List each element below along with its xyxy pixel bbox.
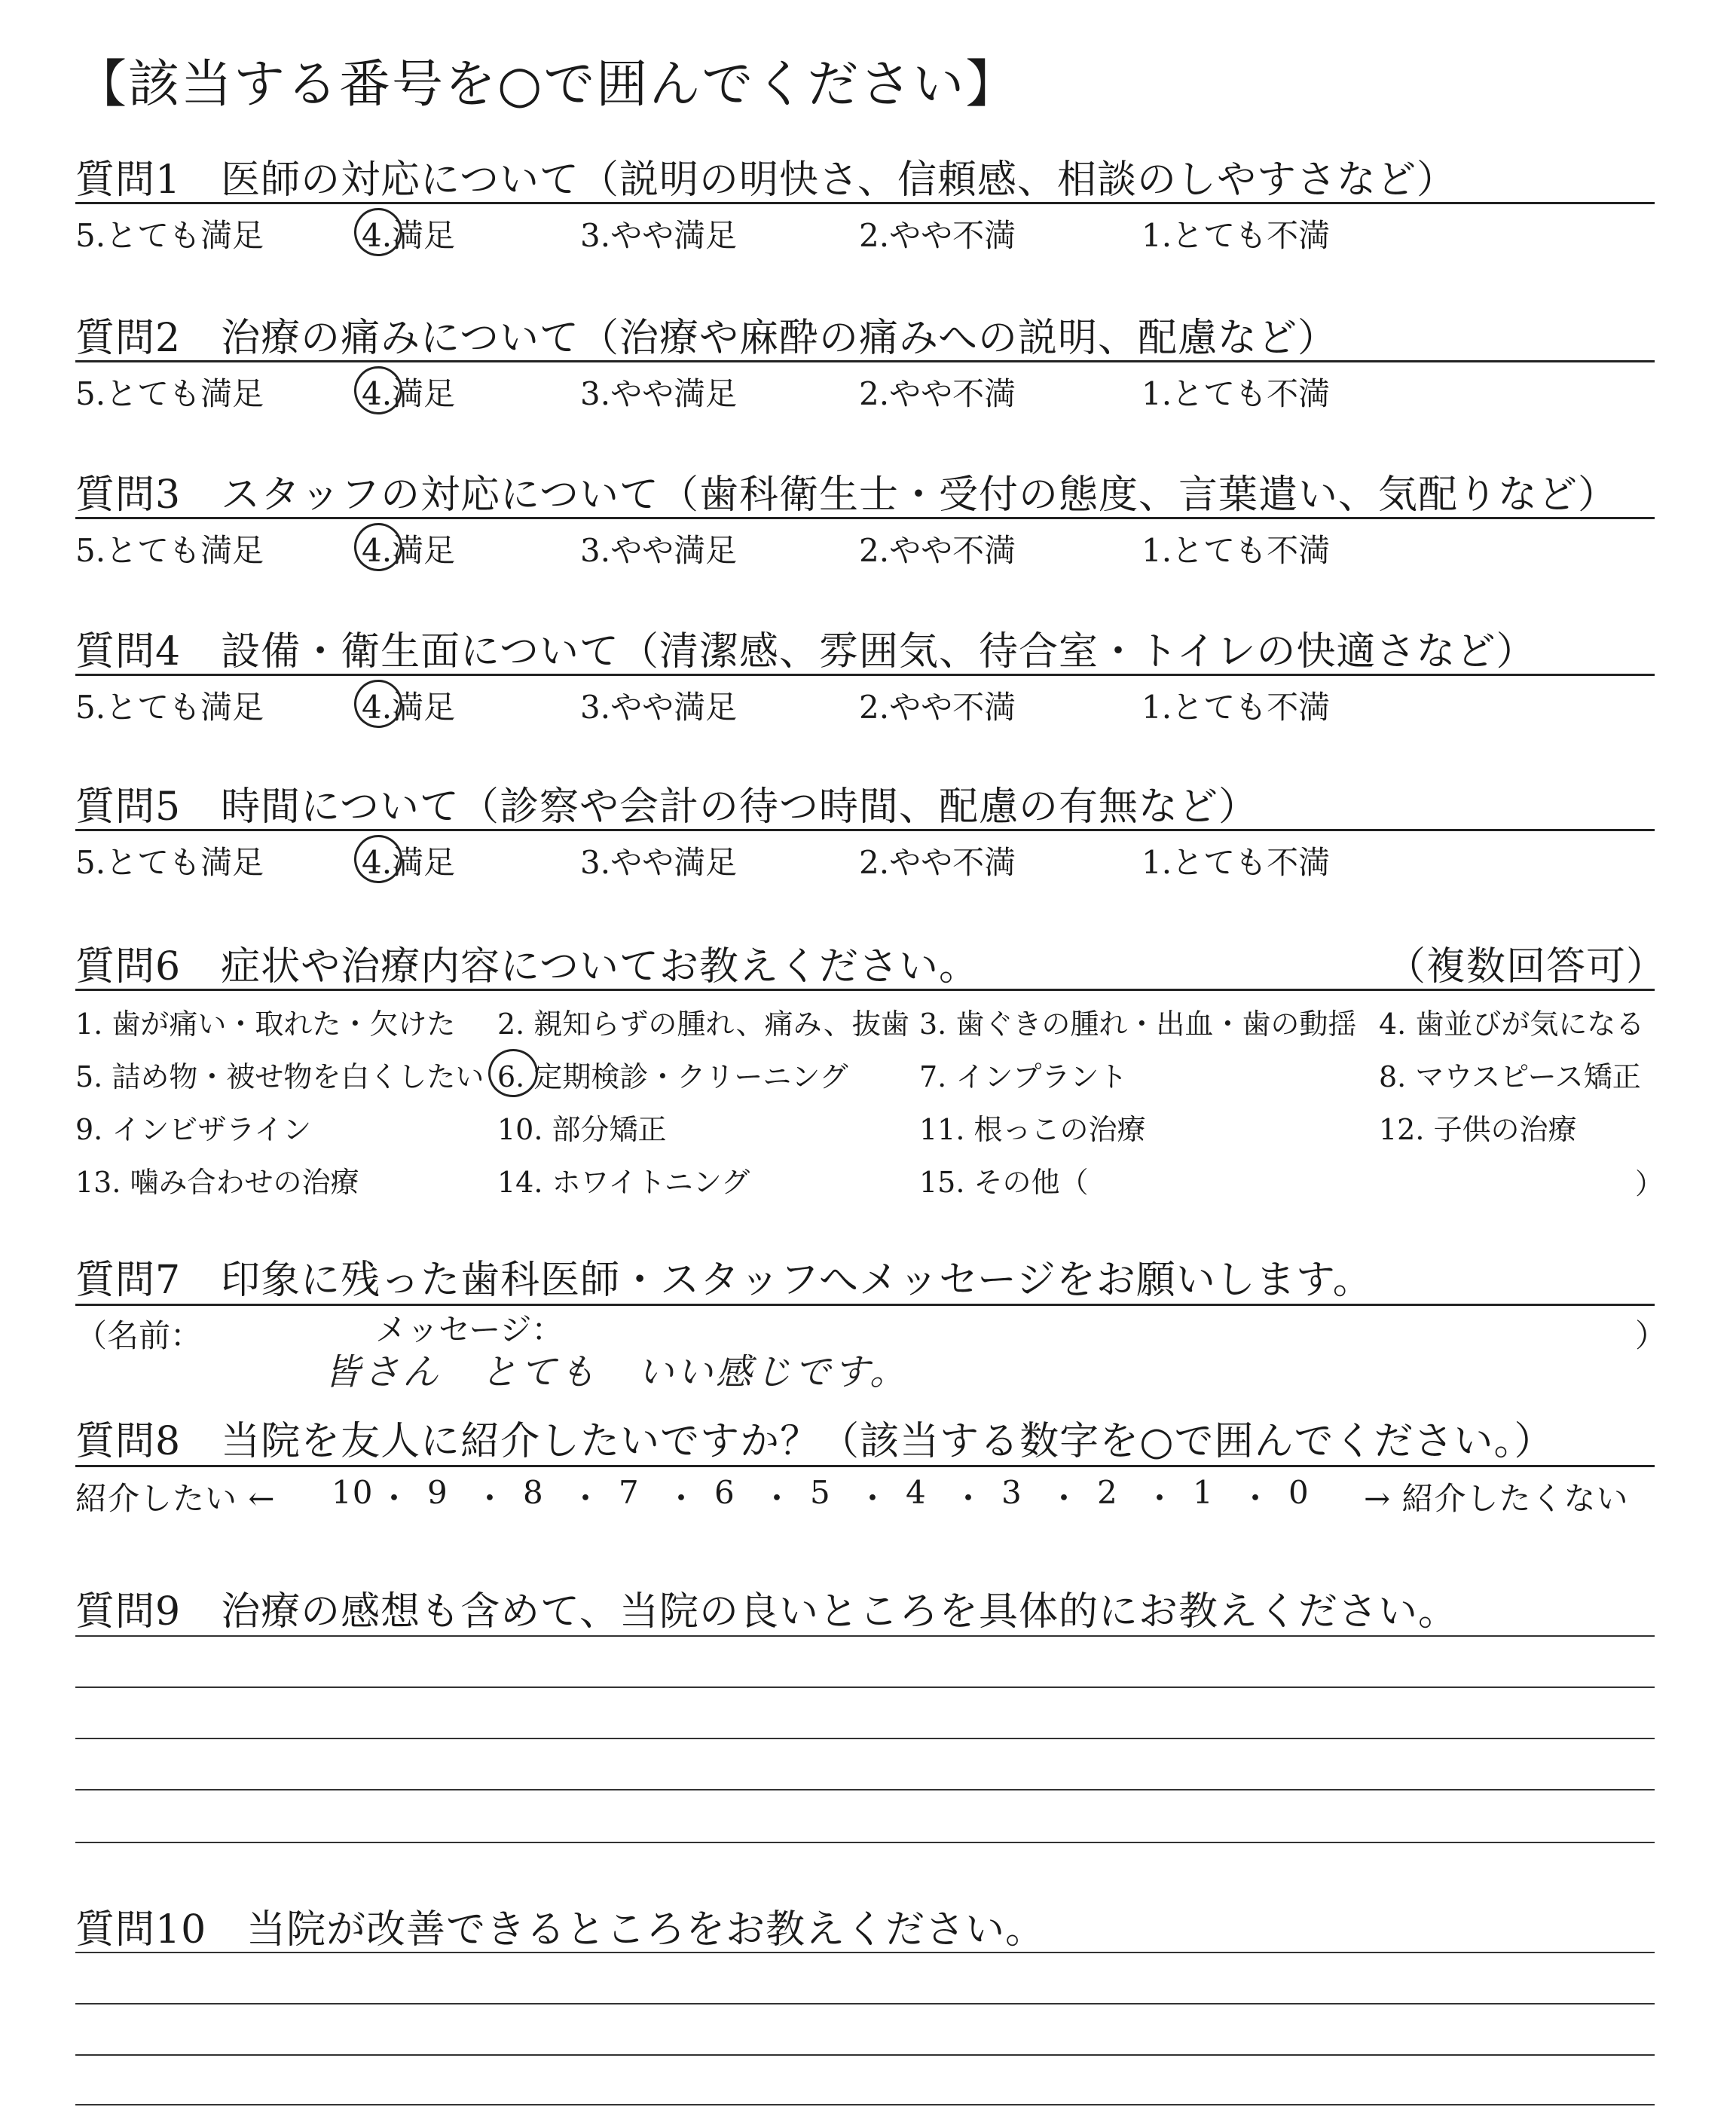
q5-option-1[interactable]: 1.とても不満 xyxy=(1142,844,1331,881)
q6-option-14[interactable]: 14. ホワイトニング xyxy=(497,1166,750,1199)
q10-writing-line[interactable] xyxy=(75,2104,1655,2105)
q4-option-1[interactable]: 1.とても不満 xyxy=(1142,689,1331,726)
page-title: 【該当する番号を○で囲んでください】 xyxy=(75,55,1019,115)
q6-option-15[interactable]: 15. その他（ xyxy=(919,1166,1089,1199)
q5-option-5[interactable]: 5.とても満足 xyxy=(75,844,264,881)
q10-writing-line[interactable] xyxy=(75,2054,1655,2056)
q2-title: 質問2 治療の痛みについて（治療や麻酔の痛みへの説明、配慮など） xyxy=(75,316,1338,361)
q9-title: 質問9 治療の感想も含めて、当院の良いところを具体的にお教えください。 xyxy=(75,1589,1459,1634)
q7-title: 質問7 印象に残った歯科医師・スタッフへメッセージをお願いします。 xyxy=(75,1258,1373,1303)
q6-option-9[interactable]: 9. インビザライン xyxy=(75,1113,312,1146)
q3-option-3[interactable]: 3.やや満足 xyxy=(580,532,738,569)
q8-left-label: 紹介したい ← xyxy=(75,1480,276,1517)
q8-scale-0[interactable]: 0 xyxy=(1288,1474,1310,1511)
q5-rule xyxy=(75,829,1655,831)
q1-option-4[interactable]: 4.満足 xyxy=(362,217,456,254)
q3-title: 質問3 スタッフの対応について（歯科衛生士・受付の態度、言葉遣い、気配りなど） xyxy=(75,472,1618,518)
q8-scale-1[interactable]: 1 xyxy=(1193,1474,1214,1511)
q4-rule xyxy=(75,674,1655,676)
q1-option-3[interactable]: 3.やや満足 xyxy=(580,217,738,254)
q8-scale-separator: ・ xyxy=(1048,1480,1081,1517)
q7-name-label: （名前： xyxy=(75,1317,203,1354)
q8-scale-separator: ・ xyxy=(761,1480,794,1517)
q9-writing-line[interactable] xyxy=(75,1686,1655,1688)
q8-scale-8[interactable]: 8 xyxy=(523,1474,544,1511)
q4-option-5[interactable]: 5.とても満足 xyxy=(75,689,264,726)
q8-scale-7[interactable]: 7 xyxy=(619,1474,640,1511)
q8-scale-10[interactable]: 10 xyxy=(332,1474,374,1511)
q6-option-5[interactable]: 5. 詰め物・被せ物を白くしたい xyxy=(75,1060,484,1093)
q8-scale-separator: ・ xyxy=(665,1480,698,1517)
q3-option-1[interactable]: 1.とても不満 xyxy=(1142,532,1331,569)
q6-option-1[interactable]: 1. 歯が痛い・取れた・欠けた xyxy=(75,1008,456,1041)
q8-scale-6[interactable]: 6 xyxy=(714,1474,735,1511)
q4-option-2[interactable]: 2.やや不満 xyxy=(859,689,1016,726)
q8-scale-separator: ・ xyxy=(474,1480,507,1517)
q7-close-paren: ） xyxy=(1635,1317,1667,1354)
q6-note: （複数回答可） xyxy=(1386,944,1667,989)
q4-option-3[interactable]: 3.やや満足 xyxy=(580,689,738,726)
q3-rule xyxy=(75,517,1655,519)
q9-writing-line[interactable] xyxy=(75,1635,1655,1637)
q6-option-11[interactable]: 11. 根っこの治療 xyxy=(919,1113,1146,1146)
q8-title: 質問8 当院を友人に紹介したいですか？（該当する数字を○で囲んでください。） xyxy=(75,1419,1554,1464)
q6-option-3[interactable]: 3. 歯ぐきの腫れ・出血・歯の動揺 xyxy=(919,1008,1357,1041)
q6-option-8[interactable]: 8. マウスピース矯正 xyxy=(1379,1060,1641,1093)
q7-handwritten-message: 皆さん とても いい感じです。 xyxy=(324,1351,909,1393)
q5-option-3[interactable]: 3.やや満足 xyxy=(580,844,738,881)
q7-message-label: メッセージ： xyxy=(375,1311,564,1348)
q3-option-4[interactable]: 4.満足 xyxy=(362,532,456,569)
q8-scale-separator: ・ xyxy=(857,1480,890,1517)
q8-scale-5[interactable]: 5 xyxy=(810,1474,831,1511)
q4-option-4[interactable]: 4.満足 xyxy=(362,689,456,726)
q6-option-6[interactable]: 6. 定期検診・クリーニング xyxy=(497,1060,848,1093)
q1-title: 質問1 医師の対応について（説明の明快さ、信頼感、相談のしやすさなど） xyxy=(75,157,1456,203)
q1-option-1[interactable]: 1.とても不満 xyxy=(1142,217,1331,254)
q5-option-2[interactable]: 2.やや不満 xyxy=(859,844,1016,881)
q6-option-13[interactable]: 13. 噛み合わせの治療 xyxy=(75,1166,359,1199)
q8-scale-4[interactable]: 4 xyxy=(906,1474,927,1511)
q1-option-2[interactable]: 2.やや不満 xyxy=(859,217,1016,254)
q6-option-4[interactable]: 4. 歯並びが気になる xyxy=(1379,1008,1645,1041)
q8-right-label: → 紹介したくない xyxy=(1364,1480,1629,1517)
q1-rule xyxy=(75,202,1655,204)
q5-title: 質問5 時間について（診察や会計の待つ時間、配慮の有無など） xyxy=(75,784,1259,830)
q8-scale-9[interactable]: 9 xyxy=(427,1474,448,1511)
q6-rule xyxy=(75,989,1655,991)
q10-writing-line[interactable] xyxy=(75,2003,1655,2004)
q6-other-close: ） xyxy=(1635,1167,1664,1200)
q8-scale-3[interactable]: 3 xyxy=(1001,1474,1022,1511)
q8-scale-2[interactable]: 2 xyxy=(1097,1474,1118,1511)
q1-option-5[interactable]: 5.とても満足 xyxy=(75,217,264,254)
q6-option-7[interactable]: 7. インプラント xyxy=(919,1060,1128,1093)
q8-scale-separator: ・ xyxy=(952,1480,986,1517)
q3-option-5[interactable]: 5.とても満足 xyxy=(75,532,264,569)
q4-title: 質問4 設備・衛生面について（清潔感、雰囲気、待合室・トイレの快適さなど） xyxy=(75,629,1536,674)
q10-title: 質問10 当院が改善できるところをお教えください。 xyxy=(75,1907,1046,1953)
q8-scale-separator: ・ xyxy=(1144,1480,1177,1517)
q2-option-1[interactable]: 1.とても不満 xyxy=(1142,375,1331,412)
q8-rule xyxy=(75,1465,1655,1467)
q6-option-10[interactable]: 10. 部分矯正 xyxy=(497,1113,667,1146)
q6-option-12[interactable]: 12. 子供の治療 xyxy=(1379,1113,1577,1146)
q7-rule xyxy=(75,1304,1655,1306)
q9-writing-line[interactable] xyxy=(75,1738,1655,1739)
q6-option-2[interactable]: 2. 親知らずの腫れ、痛み、抜歯 xyxy=(497,1008,909,1041)
q2-option-5[interactable]: 5.とても満足 xyxy=(75,375,264,412)
q6-title: 質問6 症状や治療内容についてお教えください。 xyxy=(75,944,980,989)
q2-option-4[interactable]: 4.満足 xyxy=(362,375,456,412)
q8-scale-separator: ・ xyxy=(570,1480,603,1517)
q10-writing-line[interactable] xyxy=(75,1952,1655,1953)
q2-rule xyxy=(75,360,1655,362)
q8-scale-separator: ・ xyxy=(1239,1480,1273,1517)
q2-option-2[interactable]: 2.やや不満 xyxy=(859,375,1016,412)
q9-writing-line[interactable] xyxy=(75,1842,1655,1843)
q8-scale-separator: ・ xyxy=(378,1480,411,1517)
q5-option-4[interactable]: 4.満足 xyxy=(362,844,456,881)
q9-writing-line[interactable] xyxy=(75,1789,1655,1790)
q3-option-2[interactable]: 2.やや不満 xyxy=(859,532,1016,569)
q2-option-3[interactable]: 3.やや満足 xyxy=(580,375,738,412)
